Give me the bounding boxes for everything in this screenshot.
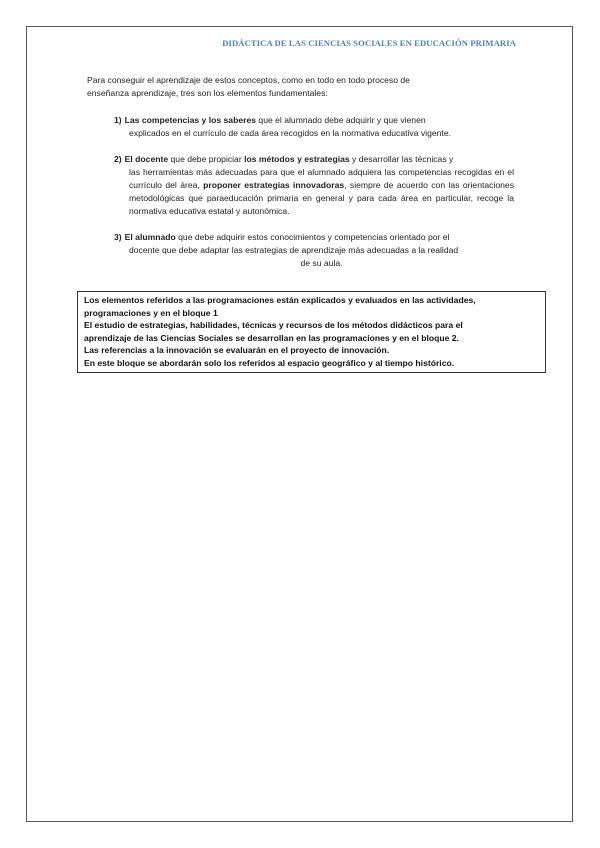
intro-line: enseñanza aprendizaje, tres son los elementos fundamentales: (87, 88, 328, 98)
list-item-docente (114, 153, 514, 218)
note-line: Las referencias a la innovación se evaluarán en el proyecto de innovación. (84, 345, 390, 355)
item-bold-term: El docente (124, 154, 169, 164)
item-bold-term: El alumnado (124, 232, 176, 242)
item-text: las herramientas más adecuadas para que el alumnado adquiera las competencias recogidas en el currículo del área, (129, 167, 514, 190)
intro-line: Para conseguir el aprendizaje de estos conceptos, como en todo en todo proceso de (87, 75, 410, 85)
item-number: 1) (114, 115, 122, 125)
item-bold-term: proponer estrategias innovadoras (203, 180, 345, 190)
item-text: , siempre de acuerdo con las orientaciones metodológicas que paraeducación primaria en general y para cada área en particular, recoge la normativa educativa estatal y autonómica. (129, 180, 514, 216)
item-continuation: de su aula. (300, 258, 343, 268)
item-text: que debe propiciar (168, 154, 245, 164)
item-text: y desarrollar las técnicas y (349, 154, 454, 164)
item-continuation: docente que debe adaptar las estrategias de aprendizaje más adecuadas a la realidad (129, 245, 459, 255)
elements-list (114, 114, 514, 283)
item-bold-term: los métodos y estrategias (244, 154, 350, 164)
list-item-competencias (114, 114, 514, 140)
note-line: El estudio de estrategias, habilidades, técnicas y recursos de los métodos didácticos para el (84, 320, 463, 330)
note-line: aprendizaje de las Ciencias Sociales se desarrollan en las programaciones y en el bloque 2. (84, 332, 459, 343)
list-item-alumnado (114, 231, 514, 270)
item-bold-term: Las competencias y los saberes (124, 115, 257, 125)
item-number: 3) (114, 232, 122, 242)
note-box (77, 291, 546, 373)
item-number: 2) (114, 154, 122, 164)
item-text: que el alumnado debe adquirir y que vienen (256, 115, 426, 125)
note-line: Los elementos referidos a las programaciones están explicados y evaluados en las actividades, (84, 295, 476, 305)
intro-paragraph (87, 74, 517, 100)
item-continuation: explicados en el currículo de cada área recogidos en la normativa educativa vigente. (129, 128, 451, 138)
item-text: que debe adquirir estos conocimientos y competencias orientado por el (175, 232, 450, 242)
running-header: DIDÁCTICA DE LAS CIENCIAS SOCIALES EN EDUCACIÓN PRIMARIA (222, 38, 516, 48)
note-line: programaciones y en el bloque 1 (84, 307, 218, 318)
item-continuation (114, 166, 514, 218)
note-line: En este bloque se abordarán solo los referidos al espacio geográfico y al tiempo histórico. (84, 357, 455, 368)
